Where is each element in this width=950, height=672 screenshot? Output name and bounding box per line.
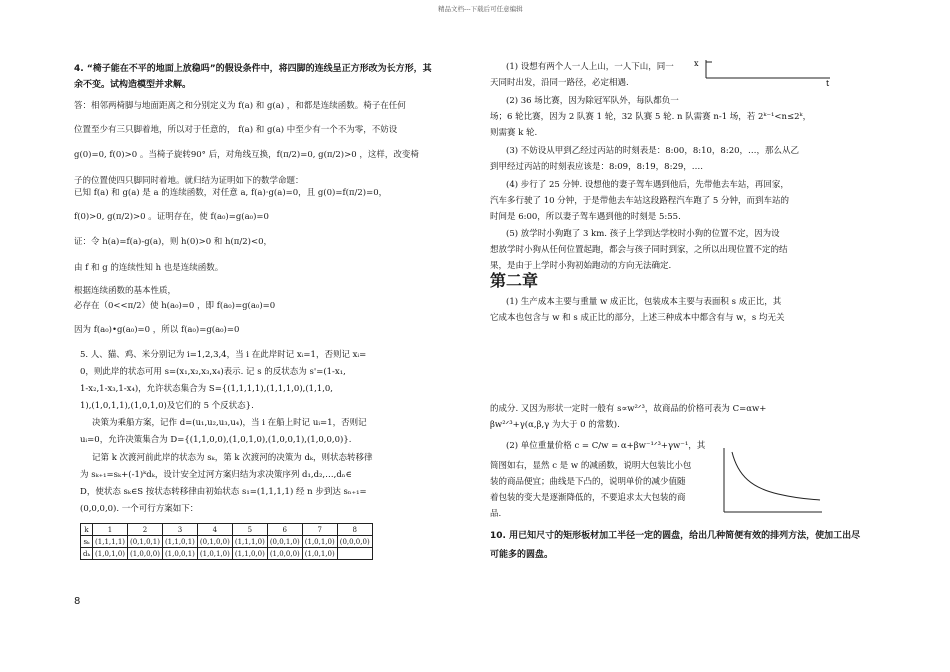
table-cell: 6 (267, 524, 302, 536)
table-cell: 5 (232, 524, 267, 536)
table-cell: (1,0,1,0) (302, 548, 337, 560)
table-cell: 4 (197, 524, 232, 536)
answer-line: 想放学时小狗从任何位置起跑，都会与孩子同时到家，之所以出现位置不定的结 (490, 245, 788, 255)
state-table (80, 523, 373, 560)
table-cell: k (81, 524, 93, 536)
table-cell: (1,0,0,1) (162, 548, 197, 560)
answer-line: (5) 放学时小狗跑了 3 km. 孩子上学到达学校时小狗的位置不定，因为设 (506, 229, 780, 239)
table-cell: dₖ (81, 548, 93, 560)
table-cell: (1,0,1,0) (197, 548, 232, 560)
meeting-graph (686, 56, 836, 86)
price-curve-graph (718, 446, 826, 518)
q4-title: 4. “椅子能在不平的地面上放稳吗”的假设条件中，将四脚的连线呈正方形改为长方形，其 (74, 64, 432, 74)
answer-line: 着包装的变大是逐渐降低的，不要追求太大包装的商 (490, 493, 686, 503)
q4-line: 位置至少有三只脚着地，所以对于任意的， f(a) 和 g(a) 中至少有一个不为零，不妨设 (74, 125, 398, 135)
table-cell: (1,1,1,1) (93, 536, 128, 548)
table-row-d (81, 548, 373, 560)
table-cell: (1,1,1,0) (232, 536, 267, 548)
answer-line: (3) 不妨设从甲到乙经过丙站的时刻表是：8:00，8:10，8:20，…，那么从乙 (506, 146, 800, 156)
table-cell: sₖ (81, 536, 93, 548)
table-cell: (0,1,0,0) (197, 536, 232, 548)
answer-line: (4) 步行了 25 分钟. 设想他的妻子驾车遇到他后，先带他去车站，再回家， (506, 180, 789, 190)
chapter-heading: 第二章 (490, 271, 539, 290)
table-cell: (1,0,0,0) (267, 548, 302, 560)
q10-line: 可能多的圆盘。 (490, 550, 554, 560)
table-cell: 3 (162, 524, 197, 536)
table-cell: 8 (337, 524, 372, 536)
answer-line: 汽车多行驶了 10 分钟，于是带他去车站这段路程汽车跑了 5 分钟，而到车站的 (490, 196, 790, 206)
q4-line: 根据连续函数的基本性质， (74, 286, 177, 296)
table-row-k (81, 524, 373, 536)
q4-line: f(0)>0, g(π/2)>0 。证明存在，使 f(a₀)=g(a₀)=0 (74, 212, 269, 222)
q5-line: 0，则此岸的状态可用 s=(x₁,x₂,x₃,x₄)表示. 记 s 的反状态为 s'=(1-x₁, (80, 367, 346, 377)
table-cell: 1 (93, 524, 128, 536)
answer-line: 到甲经过丙站的时刻表应该是：8:09，8:19，8:29，…. (490, 162, 703, 172)
table-cell: (0,0,0,0) (337, 536, 372, 548)
q4-line: 子的位置使四只脚同时着地。就归结为证明如下的数学命题： (74, 176, 304, 186)
q4-line: 已知 f(a) 和 g(a) 是 a 的连续函数，对任意 a, f(a)·g(a)=0，且 g(0)=f(π/2)=0， (74, 188, 388, 198)
q4-line: g(0)=0, f(0)>0 。当椅子旋转90° 后，对角线互换，f(π/2)=0, g(π/2)>0 ，这样，改变椅 (74, 150, 419, 160)
answer-line: (2) 单位重量价格 c = C/w = α+βw⁻¹ᐟ³+γw⁻¹，其 (506, 441, 706, 451)
answer-line: βw²ᐟ³+γ(α,β,γ 为大于 0 的常数). (490, 420, 620, 430)
answer-line: (1) 生产成本主要与重量 w 成正比，包装成本主要与表面积 s 成正比，其 (506, 297, 782, 307)
answer-line: (1) 设想有两个人一人上山，一人下山，同一 (506, 62, 674, 72)
table-cell: 7 (302, 524, 337, 536)
table-cell (337, 548, 372, 560)
q5-line: 1),(1,0,1,1),(1,0,1,0)及它们的 5 个反状态}. (80, 401, 254, 411)
graph-y-label: x (694, 59, 699, 68)
table-row-s (81, 536, 373, 548)
answer-line: 天同时出发，沿同一路径，必定相遇. (490, 78, 629, 88)
q5-line: 记第 k 次渡河前此岸的状态为 sₖ，第 k 次渡河的决策为 dₖ，则状态转移律 (92, 453, 373, 463)
table-cell: (1,1,0,0) (232, 548, 267, 560)
q5-line: D，使状态 sₖ∈S 按状态转移律由初始状态 s₁=(1,1,1,1) 经 n 步到达 sₙ₊₁= (80, 487, 367, 497)
q4-line: 因为 f(a₀)•g(a₀)=0 ，所以 f(a₀)=g(a₀)=0 (74, 325, 240, 335)
q4-title-cont: 余不变。试构造模型并求解。 (74, 80, 192, 90)
answer-line: 则需赛 k 轮. (490, 128, 538, 138)
q5-line: 5. 人、猫、鸡、米分别记为 i=1,2,3,4，当 i 在此岸时记 xᵢ=1，否则记 xᵢ= (80, 350, 367, 360)
q5-line: 1-x₂,1-x₃,1-x₄)，允许状态集合为 S={(1,1,1,1),(1,1,1,0),(1,1,0, (80, 384, 334, 394)
answer-line: 品. (490, 509, 502, 519)
answer-line: 果，是由于上学时小狗初始跑动的方向无法确定. (490, 261, 672, 271)
answer-line: 场；6 轮比赛，因为 2 队赛 1 轮，32 队赛 5 轮. n 队需赛 n-1 场，若 2ᵏ⁻¹<n≤2ᵏ， (490, 112, 812, 122)
q4-line: 必存在（0<<π/2）使 h(a₀)=0 ，即 f(a₀)=g(a₀)=0 (74, 301, 276, 311)
table-cell: (0,0,1,0) (267, 536, 302, 548)
q5-line: 为 sₖ₊₁=sₖ+(-1)ᵏdₖ，设计安全过河方案归结为求决策序列 d₁,d₂,…,dₙ∈ (80, 470, 352, 480)
table-cell: (1,1,0,1) (162, 536, 197, 548)
answer-line: (2) 36 场比赛，因为除冠军队外，每队都负一 (506, 96, 679, 106)
q4-line: 由 f 和 g 的连续性知 h 也是连续函数。 (74, 263, 224, 273)
q5-line: (0,0,0,0). 一个可行方案如下： (80, 504, 199, 514)
table-cell: (1,0,1,0) (93, 548, 128, 560)
q5-line: uᵢ=0，允许决策集合为 D={(1,1,0,0),(1,0,1,0),(1,0,0,1),(1,0,0,0)}. (80, 435, 352, 445)
table-cell: (1,0,0,0) (128, 548, 163, 560)
answer-line: 它成本也包含与 w 和 s 成正比的部分，上述三种成本中都含有与 w，s 均无关 (490, 313, 785, 323)
q4-line: 证：令 h(a)=f(a)-g(a)，则 h(0)>0 和 h(π/2)<0， (74, 237, 273, 247)
q5-line: 决策为乘船方案，记作 d=(u₁,u₂,u₃,u₄)，当 i 在船上时记 uᵢ=1，否则记 (92, 418, 367, 428)
q10-line: 10. 用已知尺寸的矩形板材加工半径一定的圆盘，给出几种简便有效的排列方法，使加工出尽 (490, 531, 861, 541)
watermark-header: 精品文档---下载后可任意编辑 (438, 5, 523, 13)
page-number: 8 (74, 596, 81, 607)
q4-line: 答：相邻两椅脚与地面距离之和分别定义为 f(a) 和 g(a) ，和都是连续函数。椅子在任何 (74, 101, 406, 111)
answer-line: 装的商品便宜；曲线是下凸的，说明单价的减少值随 (490, 477, 686, 487)
decreasing-price-curve (732, 452, 820, 500)
answer-line: 的成分. 又因为形状一定时一般有 s∝w²ᐟ³，故商品的价格可表为 C=αw+ (490, 404, 767, 414)
graph-x-label: t (826, 79, 830, 86)
table-cell: (1,0,1,0) (302, 536, 337, 548)
table-cell: (0,1,0,1) (128, 536, 163, 548)
answer-line: 时间是 6:00，所以妻子驾车遇到他的时刻是 5:55. (490, 212, 681, 222)
answer-line: 简图如右，显然 c 是 w 的减函数，说明大包装比小包 (490, 461, 692, 471)
table-cell: 2 (128, 524, 163, 536)
